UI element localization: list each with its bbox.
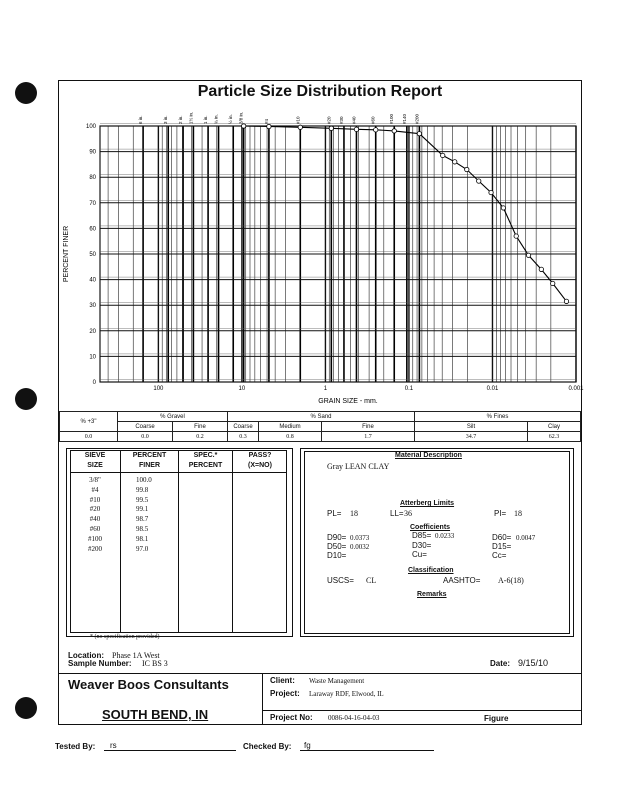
pass-subheader: (X=NO) [248,462,272,469]
gravel-coarse-value: 0.0 [118,432,173,442]
percent-finer-cell: 99.5 [136,495,149,504]
fines-header: % Fines [415,412,581,422]
project-value: Laraway RDF, Elwood, IL [309,690,384,698]
location-value: Phase 1A West [112,651,160,660]
uscs-value: CL [366,576,377,585]
data-point [501,206,505,210]
sieve-label: 3/8 in. [238,111,244,124]
clay-value: 62.3 [528,432,581,442]
remarks-heading: Remarks [417,591,447,598]
gravel-fine-header: Fine [173,422,228,432]
sand-fine-header: Fine [322,422,415,432]
data-point [374,128,378,132]
y-tick-label: 10 [89,354,96,361]
data-point [539,267,543,271]
y-tick-label: 50 [89,252,96,258]
sieve-label: #100 [389,113,395,124]
sample-label: Sample Number: [68,659,132,668]
d85-value: 0.0233 [435,532,455,540]
data-point [354,127,358,131]
sieve-size-header: SIEVE [84,452,106,459]
sand-medium-value: 0.8 [259,432,322,442]
sieve-label: #10 [295,116,301,124]
date-value: 9/15/10 [518,658,549,668]
y-tick-label: 20 [89,328,96,335]
company-name: Weaver Boos Consultants [68,677,229,692]
sieve-size-cell: #40 [89,515,101,524]
pl-label: PL= [327,509,342,518]
sieve-size-cell: #10 [89,495,101,504]
project-no-value: 0086-04-16-04-03 [328,714,380,722]
data-point [514,234,518,238]
data-point [465,167,469,171]
ll-label: LL= [390,509,404,518]
sample-value: IC BS 3 [142,659,168,668]
sand-fine-value: 1.7 [322,432,415,442]
pl-value: 18 [350,509,358,518]
sand-coarse-header: Coarse [228,422,259,432]
spec-footnote: * (no specification provided) [90,634,160,640]
sieve-table [70,450,287,633]
data-point [298,125,302,129]
y-tick-label: 30 [89,303,96,310]
data-point [551,281,555,285]
gravel-coarse-header: Coarse [118,422,173,432]
y-tick-label: 60 [89,226,96,233]
clay-header: Clay [528,422,581,432]
percent-finer-header: PERCENT [132,452,167,459]
d30-label: D30= [412,541,432,550]
data-point [489,190,493,194]
sand-medium-header: Medium [259,422,322,432]
x-tick-label: 100 [153,386,164,392]
pi-value: 18 [514,509,522,518]
grain-size-chart [58,100,582,412]
sieve-label: 2 in. [177,115,183,124]
x-tick-label: 0.1 [404,386,414,392]
data-point [417,131,421,135]
percent-finer-cell: 98.5 [136,525,149,533]
y-tick-label: 40 [89,277,96,284]
x-tick-label: 0.01 [486,386,499,392]
sieve-size-cell: #200 [88,544,102,553]
x-tick-label: 1 [323,386,328,392]
binder-hole-middle [15,388,37,410]
sieve-label: #4 [263,118,269,124]
project-no-label: Project No: [270,713,313,722]
spec-percent-subheader: PERCENT [188,462,223,469]
sieve-label: #20 [326,116,332,124]
material-description: Gray LEAN CLAY [327,462,390,471]
data-point [267,124,271,128]
sieve-label: #140 [401,113,407,124]
sand-coarse-value: 0.3 [228,432,259,442]
sieve-label: #40 [351,116,357,124]
data-point [526,253,530,257]
date-label: Date: [490,659,511,668]
percent-finer-cell: 99.1 [136,505,149,514]
d90-value: 0.0373 [350,534,370,542]
data-point [564,299,568,303]
aashto-value: A-6(18) [498,576,524,585]
sieve-label: ¾ in. [213,114,219,124]
percent-finer-cell: 100.0 [136,476,152,484]
binder-hole-bottom [15,697,37,719]
d10-label: D10= [327,551,347,560]
checked-by-label: Checked By: [243,742,292,751]
data-point [441,153,445,157]
d15-label: D15= [492,542,512,551]
gravel-fine-value: 0.2 [173,432,228,442]
x-tick-label: 0.001 [568,386,584,392]
tested-by-label: Tested By: [55,742,96,751]
y-axis-label: PERCENT FINER [63,225,70,283]
cc-label: Cc= [492,551,507,560]
figure-label: Figure [484,714,509,723]
y-tick-label: 80 [89,175,96,182]
sieve-size-cell: #20 [89,505,101,514]
y-tick-label: 0 [92,380,96,386]
sieve-label: ½ in. [228,114,234,124]
sieve-size-subheader: SIZE [87,462,103,469]
sieve-label: 3 in. [163,115,169,124]
coefficients-heading: Coefficients [410,524,451,531]
d85-label: D85= [412,531,432,540]
data-point [392,129,396,133]
uscs-label: USCS= [327,576,354,585]
tested-by-value: rs [110,741,117,750]
data-point [477,179,481,183]
y-tick-label: 70 [89,200,96,207]
location-label: Location: [68,651,104,660]
pi-label: PI= [494,509,507,518]
client-value: Waste Management [309,677,365,685]
project-label: Project: [270,689,300,698]
material-description-heading: Material Description [395,452,462,459]
silt-header: Silt [415,422,528,432]
fractions-table [59,411,581,442]
checked-by-value: fg [304,741,311,750]
company-city: SOUTH BEND, IN [102,707,209,722]
sieve-label: 1 in. [203,115,209,124]
d60-value: 0.0047 [516,534,536,542]
percent-finer-cell: 98.1 [136,534,149,543]
binder-hole-top [15,82,37,104]
percent-finer-cell: 99.8 [136,485,149,494]
d50-label: D50= [327,542,347,551]
data-point [241,124,245,128]
d90-label: D90= [327,533,347,542]
data-point [453,160,457,164]
sieve-label: #200 [414,113,420,124]
report-title: Particle Size Distribution Report [197,83,443,100]
sieve-label: #60 [370,116,376,124]
percent-finer-subheader: FINER [139,462,160,469]
plus3-header: % +3" [60,412,118,432]
y-tick-label: 90 [89,149,96,156]
percent-finer-cell: 98.7 [136,515,149,524]
spec-percent-header: SPEC.* [193,452,218,459]
sieve-label: 1½ in. [188,111,194,124]
sand-header: % Sand [228,412,415,422]
percent-finer-cell: 97.0 [136,544,149,553]
aashto-label: AASHTO= [443,576,481,585]
sieve-size-cell: #100 [88,534,102,543]
client-label: Client: [270,676,295,685]
atterberg-heading: Atterberg Limits [400,500,455,507]
sieve-size-cell: #4 [91,485,99,494]
x-axis-label: GRAIN SIZE - mm. [318,398,378,405]
d60-label: D60= [492,533,512,542]
sieve-size-cell: 3/8" [89,476,101,484]
x-tick-label: 10 [238,386,246,392]
gradation-curve [244,126,567,301]
sieve-label: #30 [338,116,344,124]
gravel-header: % Gravel [118,412,228,422]
pass-header: PASS? [248,452,272,459]
d50-value: 0.0032 [350,543,370,551]
sieve-label: 6 in. [138,115,144,124]
plus3-value: 0.0 [60,432,118,442]
y-tick-label: 100 [85,124,96,130]
classification-heading: Classification [408,567,454,574]
ll-value: 36 [404,509,412,518]
sieve-size-cell: #60 [89,525,101,533]
silt-value: 34.7 [415,432,528,442]
data-point [329,126,333,130]
cu-label: Cu= [412,550,427,559]
